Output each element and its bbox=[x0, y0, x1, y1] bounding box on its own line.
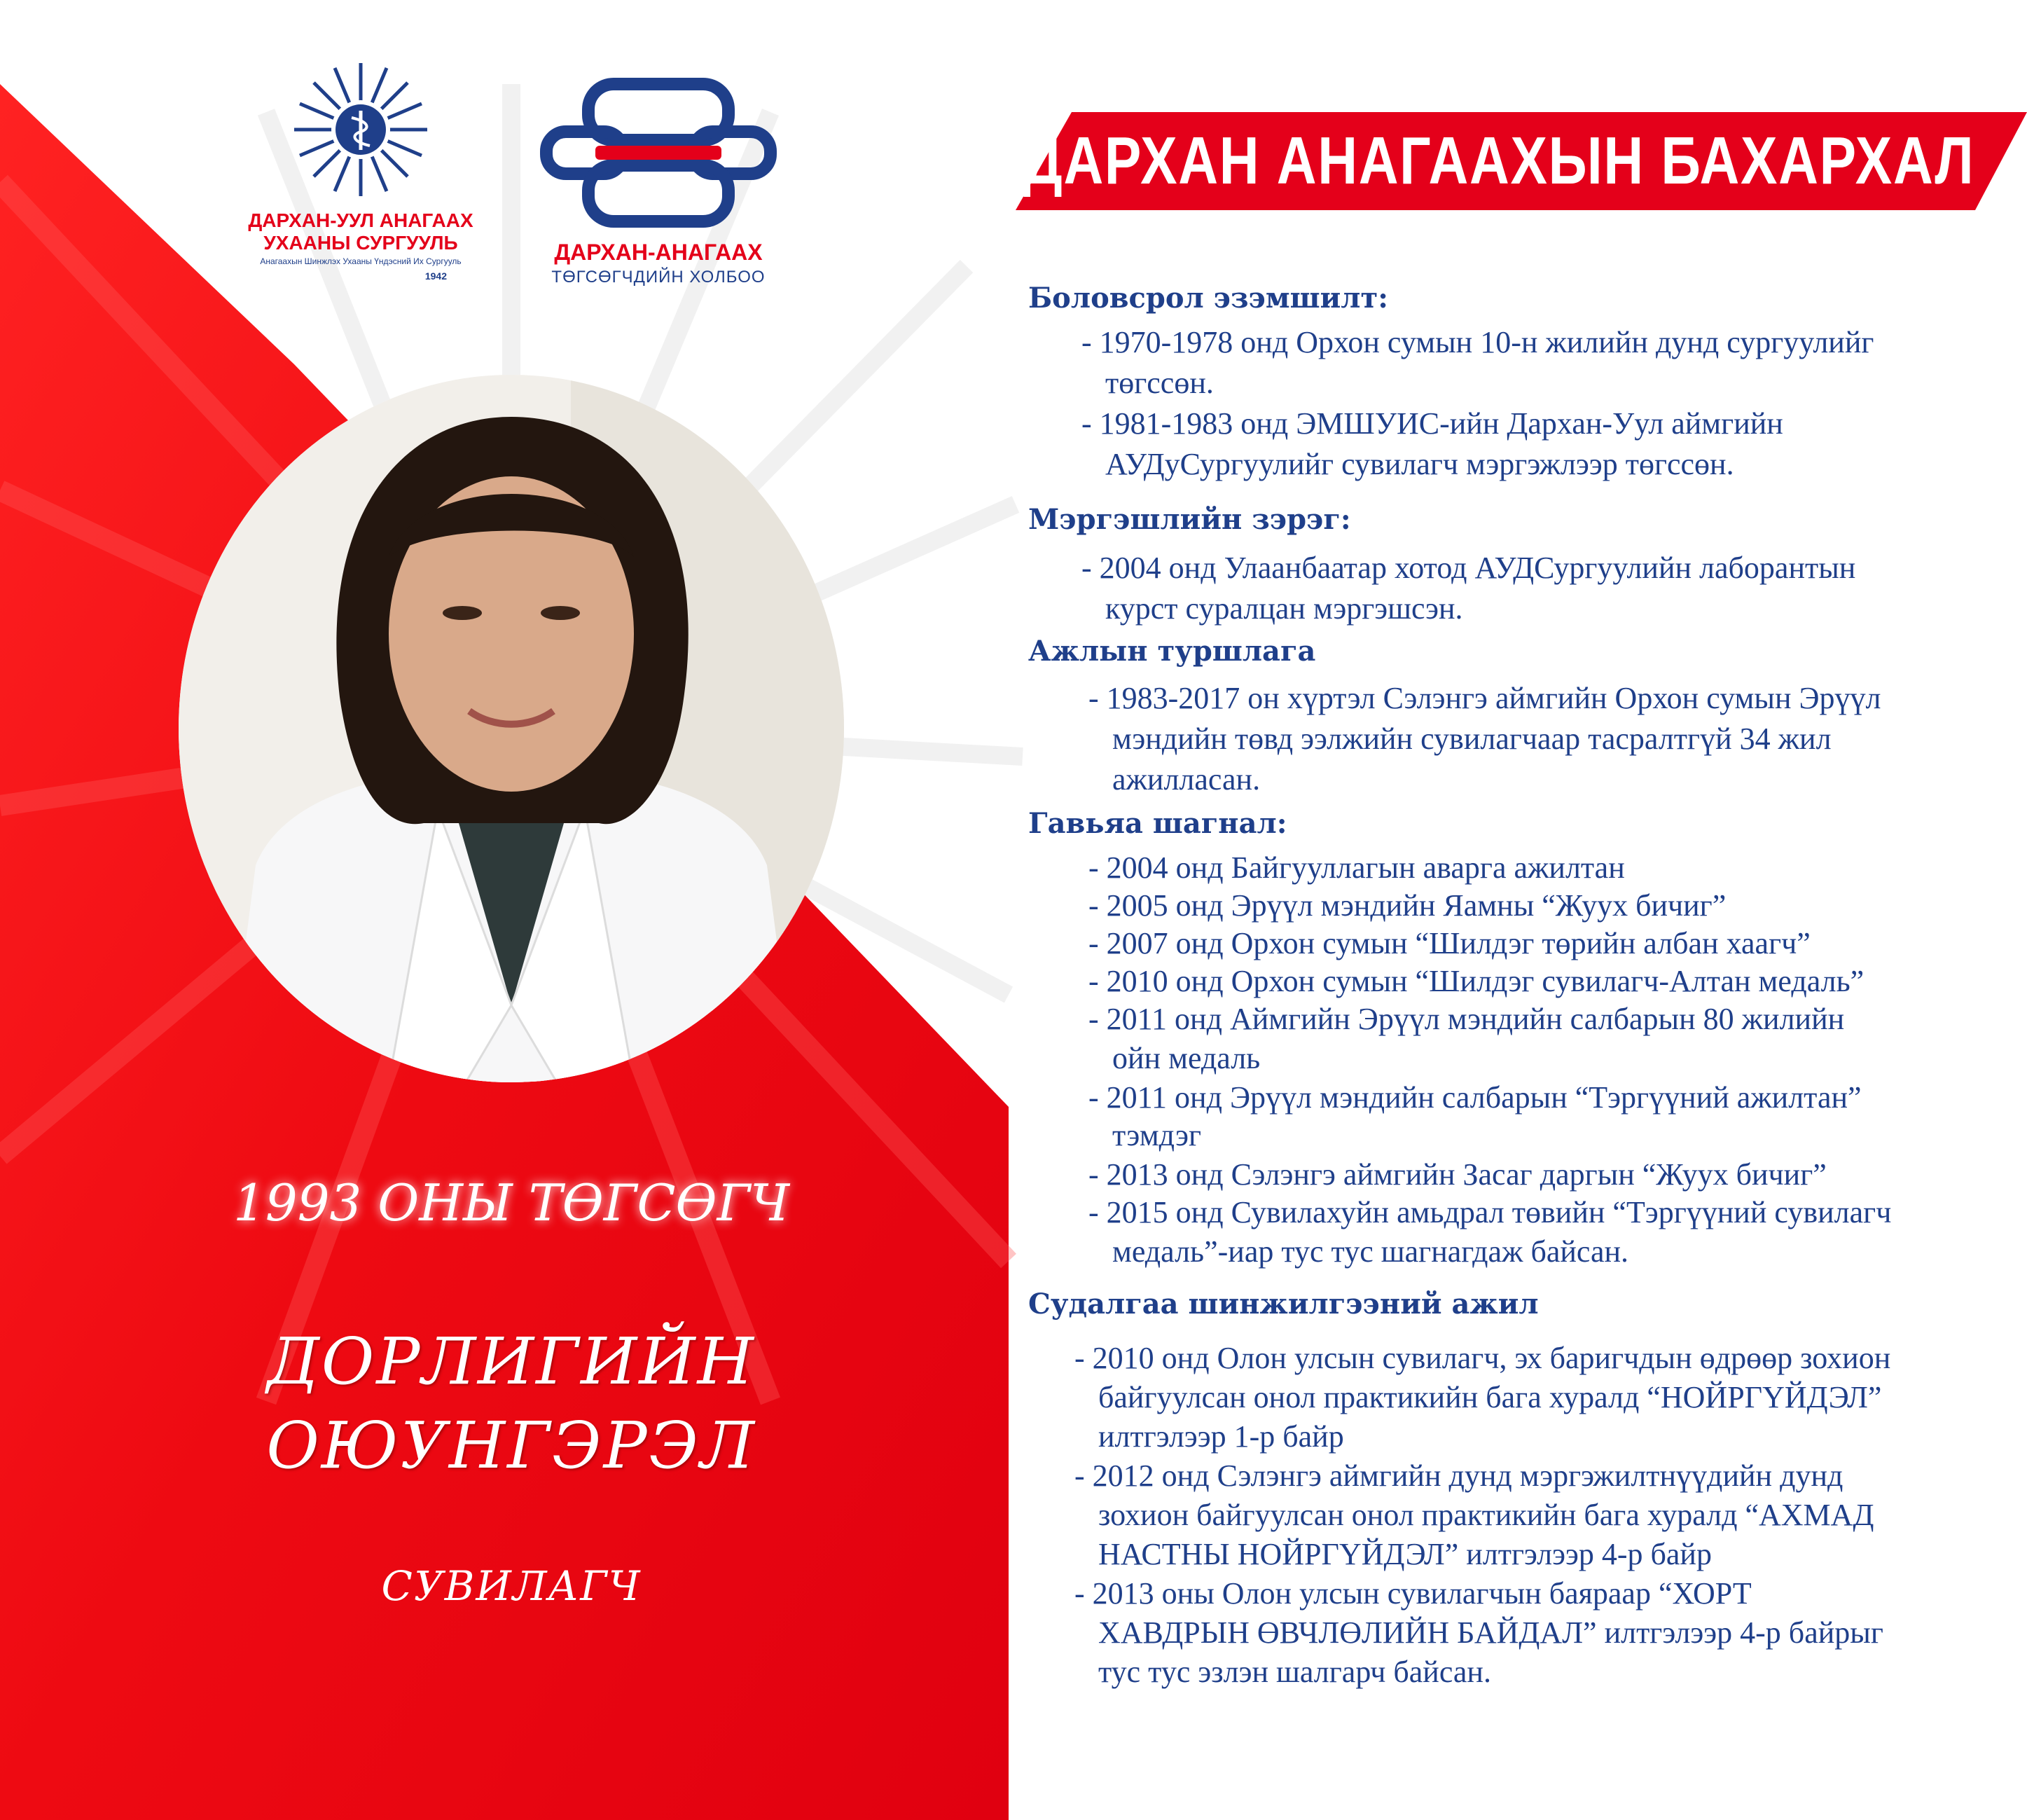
research-item: НАСТНЫ НОЙРГҮЙДЭЛ” илтгэлээр 4-р байр bbox=[1098, 1537, 1712, 1571]
chain-link-icon bbox=[539, 77, 777, 231]
qualification-item: - 2004 онд Улаанбаатар хотод АУДСургуулийн лаборантын bbox=[1081, 551, 1856, 585]
education-item: - 1970-1978 онд Орхон сумын 10-н жилийн дунд сургуулийг bbox=[1081, 325, 1874, 359]
qualification-item: курст суралцан мэргэшсэн. bbox=[1105, 591, 1463, 626]
graduate-year-label: 1993 ОНЫ ТӨГСӨГЧ bbox=[233, 1173, 789, 1232]
awards-item: - 2005 онд Эрүүл мэндийн Яамны “Жуух бичиг” bbox=[1088, 888, 1727, 923]
alumni-name-line2: ТӨГСӨГЧДИЙН ХОЛБОО bbox=[551, 268, 766, 287]
awards-item: - 2015 онд Сувилахуйн амьдрал төвийн “Тэргүүний сувилагч bbox=[1088, 1195, 1892, 1229]
research-item: байгуулсан онол практикийн бага хуралд “НОЙРГҮЙДЭЛ” bbox=[1098, 1380, 1882, 1414]
experience-heading: Ажлын туршлага bbox=[1028, 635, 1316, 668]
caduceus-sunburst-icon bbox=[245, 56, 476, 203]
education-item: АУДуСургуулийг сувилагч мэргэжлээр төгссөн. bbox=[1105, 447, 1734, 481]
awards-heading: Гавьяа шагнал: bbox=[1028, 807, 1287, 840]
awards-item: - 2011 онд Аймгийн Эрүүл мэндийн салбарын 80 жилийн bbox=[1088, 1002, 1845, 1036]
awards-item: - 2010 онд Орхон сумын “Шилдэг сувилагч-Алтан медаль” bbox=[1088, 964, 1865, 998]
awards-item: - 2004 онд Байгууллагын аварга ажилтан bbox=[1088, 850, 1625, 885]
experience-item: мэндийн төвд ээлжийн сувилагчаар тасралтгүй 34 жил bbox=[1112, 722, 1832, 756]
alumni-name-line1: ДАРХАН-АНАГААХ bbox=[554, 240, 763, 265]
school-subtitle: Анагаахын Шинжлэх Ухааны Үндэсний Их Сургууль bbox=[260, 256, 462, 266]
person-given-name: ОЮУНГЭРЭЛ bbox=[266, 1408, 756, 1483]
school-name-line1: ДАРХАН-УУЛ АНАГААХ bbox=[248, 209, 473, 231]
education-item: - 1981-1983 онд ЭМШУИС-ийн Дархан-Уул аймгийн bbox=[1081, 406, 1783, 441]
research-item: тус тус эзлэн шалгарч байсан. bbox=[1098, 1655, 1491, 1689]
person-portrait-image bbox=[179, 375, 844, 1082]
research-item: илтгэлээр 1-р байр bbox=[1098, 1419, 1344, 1454]
research-item: - 2013 оны Олон улсын сувилагчын баяраар “ХОРТ bbox=[1074, 1576, 1752, 1611]
awards-item: - 2007 онд Орхон сумын “Шилдэг төрийн албан хаагч” bbox=[1088, 926, 1811, 960]
awards-item: медаль”-иар тус тус шагнагдаж байсан. bbox=[1112, 1234, 1629, 1269]
experience-item: - 1983-2017 он хүртэл Сэлэнгэ аймгийн Орхон сумын Эрүүл bbox=[1088, 681, 1881, 715]
education-heading: Боловсрол эзэмшилт: bbox=[1028, 282, 1389, 315]
alumni-logo bbox=[539, 77, 777, 287]
page-title: ДАРХАН АНАГААХЫН БАХАРХАЛ bbox=[1023, 123, 1975, 198]
education-item: төгссөн. bbox=[1105, 366, 1214, 400]
research-item: ХАВДРЫН ӨВЧЛӨЛИЙН БАЙДАЛ” илтгэлээр 4-р байрыг bbox=[1098, 1615, 1883, 1650]
person-surname: ДОРЛИГИЙН bbox=[267, 1324, 756, 1399]
research-item: - 2012 онд Сэлэнгэ аймгийн дунд мэргэжилтнүүдийн дунд bbox=[1074, 1459, 1843, 1493]
school-name-line2: УХААНЫ СУРГУУЛЬ bbox=[263, 232, 458, 254]
awards-item: ойн медаль bbox=[1112, 1041, 1261, 1075]
research-item: зохион байгуулсан онол практикийн бага хуралд “АХМАД bbox=[1098, 1498, 1874, 1532]
awards-item: тэмдэг bbox=[1112, 1118, 1202, 1152]
research-heading: Судалгаа шинжилгээний ажил bbox=[1028, 1288, 1539, 1321]
awards-item: - 2011 онд Эрүүл мэндийн салбарын “Тэргүүний ажилтан” bbox=[1088, 1080, 1862, 1115]
qualification-heading: Мэргэшлийн зэрэг: bbox=[1028, 503, 1351, 536]
research-item: - 2010 онд Олон улсын сувилагч, эх баригчдын өдрөөр зохион bbox=[1074, 1341, 1891, 1375]
school-logo bbox=[245, 56, 476, 294]
portrait-photo bbox=[179, 375, 844, 1082]
experience-item: ажилласан. bbox=[1112, 762, 1261, 797]
person-position: СУВИЛАГЧ bbox=[381, 1562, 642, 1610]
awards-item: - 2013 онд Сэлэнгэ аймгийн Засаг даргын “Жуух бичиг” bbox=[1088, 1157, 1827, 1192]
school-year: 1942 bbox=[424, 270, 447, 282]
